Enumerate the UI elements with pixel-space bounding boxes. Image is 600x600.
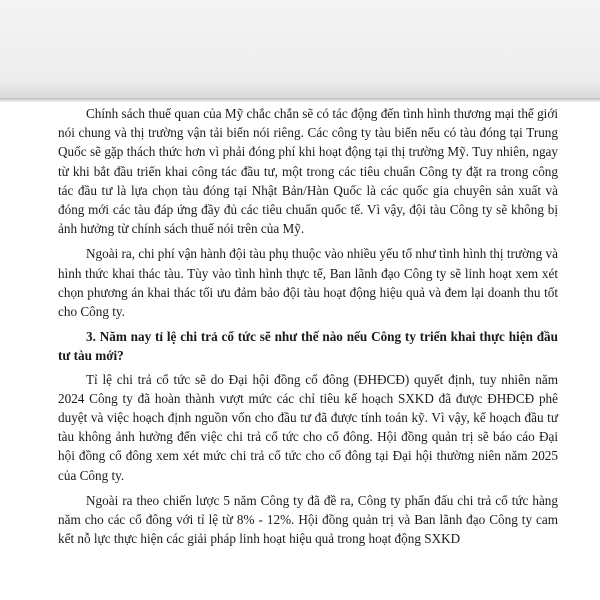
page-top-shadow (0, 0, 600, 100)
paragraph-dividend-decision: Tỉ lệ chi trả cổ tức sẽ do Đại hội đồng cổ đông (ĐHĐCĐ) quyết định, tuy nhiên năm 2024 Công ty đã hoàn thành vượt mức các chỉ tiêu kế hoạch SXKD đã được ĐHĐCĐ phê duyệt và việc hoạch định nguồn vốn cho đầu tư đã được tính toán kỹ. Vì vậy, kế hoạch đầu tư tàu không ảnh hưởng đến việc chi trả cổ tức cho cổ đông. Hội đồng quản trị sẽ báo cáo Đại hội đồng cổ đông xem xét mức chi trả cổ tức cho cổ đông tại Đại hội thường niên năm 2025 của Công ty. (58, 371, 558, 483)
section-heading-dividend: 3. Năm nay tỉ lệ chi trả cổ tức sẽ như thế nào nếu Công ty triển khai thực hiện đầu tư tàu mới? (58, 329, 558, 364)
document-body (58, 104, 558, 554)
paragraph-tariff-policy: Chính sách thuế quan của Mỹ chắc chắn sẽ có tác động đến tình hình thương mại thế giới nói chung và thị trường vận tải biển nói riêng. Các công ty tàu biển nếu có tàu đóng tại Trung Quốc sẽ gặp thách thức hơn vì phải đóng phí khi hoạt động tại thị trường Mỹ. Tuy nhiên, ngay từ khi bắt đầu triển khai công tác đầu tư, một trong các tiêu chuẩn Công ty đặt ra trong công tác đầu tư là lựa chọn tàu đóng tại Nhật Bản/Hàn Quốc là các quốc gia chuyên sản xuất và đóng mới các tàu đáp ứng đầy đủ các tiêu chuẩn quốc tế. Vì vậy, đội tàu Công ty sẽ không bị ảnh hưởng từ chính sách thuế nói trên của Mỹ. (58, 106, 558, 237)
paragraph-dividend-strategy: Ngoài ra theo chiến lược 5 năm Công ty đã đề ra, Công ty phấn đấu chi trả cổ tức hàng năm cho các cổ đông với tỉ lệ từ 8% - 12%. Hội đồng quản trị và Ban lãnh đạo Công ty cam kết nỗ lực thực hiện các giải pháp linh hoạt hiệu quả trong hoạt động SXKD (58, 492, 558, 547)
paragraph-operating-costs: Ngoài ra, chi phí vận hành đội tàu phụ thuộc vào nhiều yếu tố như tình hình thị trường và hình thức khai thác tàu. Tùy vào tình hình thực tế, Ban lãnh đạo Công ty sẽ linh hoạt xem xét chọn phương án khai thác tối ưu đảm bảo đội tàu hoạt động hiệu quả và đem lại doanh thu tốt cho Công ty. (58, 246, 558, 320)
